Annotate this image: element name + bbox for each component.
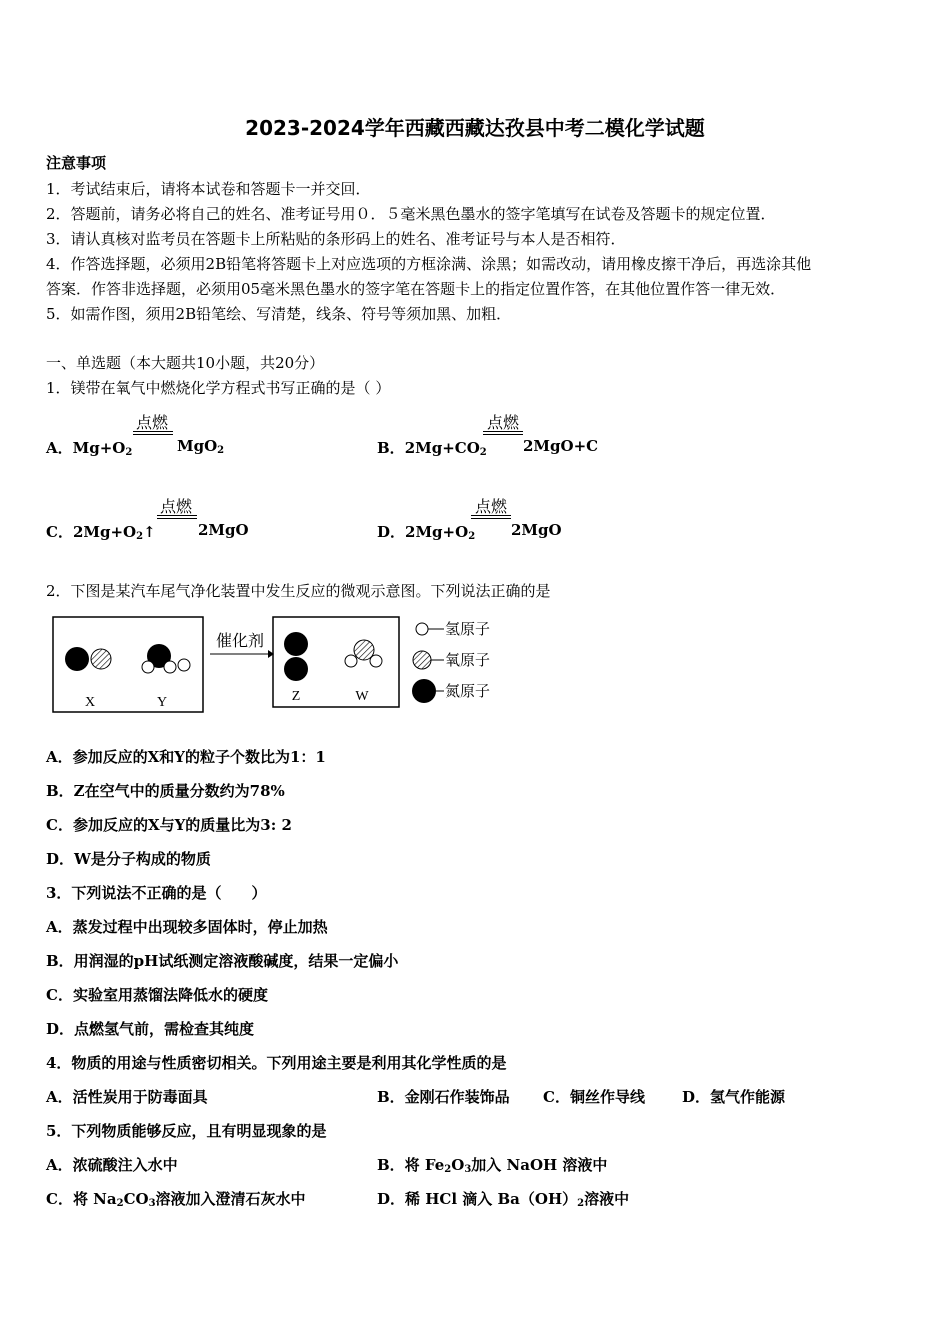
q2-option-b: B．Z在空气中的质量分数约为78% — [46, 782, 285, 800]
question-3-stem: 3．下列说法不正确的是（ ） — [46, 884, 267, 902]
notice-item: 4．作答选择题，必须用2B铅笔将答题卡上对应选项的方框涂满、涂黑；如需改动，请用橡皮擦干净后，再选涂其他 — [46, 255, 812, 273]
q5-option-d: D．稀 HCl 滴入 $Ba(OH)_2$溶液中 — [377, 1190, 630, 1209]
hydrogen-atom — [370, 655, 382, 667]
q3-option-b: B．用润湿的pH试纸测定溶液酸碱度，结果一定偏小 — [46, 952, 399, 970]
equals-line — [483, 434, 523, 435]
equals-line — [133, 431, 173, 432]
label-w: W — [355, 689, 369, 704]
label-y: Y — [156, 695, 168, 710]
q1-option-a: A．$Mg+O_2$ — [46, 439, 133, 458]
q2-option-d: D．W是分子构成的物质 — [46, 850, 211, 868]
legend-oxygen: 氧原子 — [445, 651, 491, 669]
reaction-condition: 点燃 — [159, 497, 192, 516]
nitrogen-atom — [284, 632, 308, 656]
oxygen-atom — [91, 649, 111, 669]
reaction-condition: 点燃 — [474, 497, 507, 516]
q4-option-a: A．活性炭用于防毒面具 — [46, 1088, 208, 1106]
notice-item: 答案．作答非选择题，必须用05毫米黑色墨水的签字笔在答题卡上的指定位置作答，在其他位置作答一律无效． — [46, 280, 786, 298]
q1-option-b: B．$2Mg+CO_2$ — [377, 439, 487, 458]
nitrogen-atom — [284, 657, 308, 681]
q4-option-c: C．铜丝作导线 — [543, 1088, 645, 1106]
q4-option-b: B．金刚石作装饰品 — [377, 1088, 510, 1106]
q1-option-c-product: 2MgO — [198, 521, 249, 539]
reaction-condition: 点燃 — [486, 413, 519, 432]
notice-heading: 注意事项 — [46, 154, 107, 172]
q3-option-a: A．蒸发过程中出现较多固体时，停止加热 — [46, 918, 328, 936]
nitrogen-atom — [65, 647, 89, 671]
question-1-stem: 1．镁带在氧气中燃烧化学方程式书写正确的是（ ） — [46, 379, 391, 397]
q1-option-d-product: 2MgO — [511, 521, 562, 539]
equals-line — [157, 518, 197, 519]
q1-option-b-product: 2MgO+C — [523, 437, 599, 455]
hydrogen-atom — [142, 661, 154, 673]
reaction-micro-diagram — [52, 614, 512, 714]
equals-line — [157, 515, 197, 516]
q3-option-d: D．点燃氢气前，需检查其纯度 — [46, 1020, 255, 1038]
notice-item: 3．请认真核对监考员在答题卡上所粘贴的条形码上的姓名、准考证号与本人是否相符． — [46, 230, 626, 248]
q1-option-c: C．$2Mg+O_2↑$ — [46, 523, 156, 542]
catalyst-label: 催化剂 — [215, 631, 265, 650]
legend-hydrogen-icon — [416, 623, 428, 635]
q1-option-d: D．$2Mg+O_2$ — [377, 523, 476, 542]
equals-line — [483, 431, 523, 432]
hydrogen-atom — [345, 655, 357, 667]
q2-option-c: C．参加反应的X与Y的质量比为3: 2 — [46, 816, 292, 834]
q5-option-a: A．浓硫酸注入水中 — [46, 1156, 178, 1174]
q3-option-c: C．实验室用蒸馏法降低水的硬度 — [46, 986, 268, 1004]
question-4-stem: 4．物质的用途与性质密切相关。下列用途主要是利用其化学性质的是 — [46, 1054, 507, 1072]
legend-nitrogen: 氮原子 — [445, 682, 491, 700]
label-z: Z — [291, 689, 301, 704]
q2-option-a: A．参加反应的X和Y的粒子个数比为1：1 — [46, 748, 326, 766]
label-x: X — [84, 695, 96, 710]
notice-item: 1．考试结束后，请将本试卷和答题卡一并交回． — [46, 180, 371, 198]
hydrogen-atom — [164, 661, 176, 673]
reaction-condition: 点燃 — [135, 413, 168, 432]
q4-option-d: D．氢气作能源 — [682, 1088, 786, 1106]
question-2-stem: 2．下图是某汽车尾气净化装置中发生反应的微观示意图。下列说法正确的是 — [46, 582, 551, 600]
hydrogen-atom — [178, 659, 190, 671]
equals-line — [471, 515, 511, 516]
equals-line — [471, 518, 511, 519]
notice-item: 5．如需作图，须用2B铅笔绘、写清楚，线条、符号等须加黑、加粗． — [46, 305, 512, 323]
equals-line — [133, 434, 173, 435]
q1-option-a-product: MgO$_2$ — [177, 437, 225, 456]
page-title: 2023-2024学年西藏西藏达孜县中考二模化学试题 — [245, 116, 705, 140]
q5-option-b: B．将 $Fe_2O_3$加入 NaOH 溶液中 — [377, 1156, 608, 1175]
legend-hydrogen: 氢原子 — [445, 620, 491, 638]
notice-item: 2．答题前，请务必将自己的姓名、准考证号用０．５毫米黑色墨水的签字笔填写在试卷及答题卡的规定位置． — [46, 205, 776, 223]
legend-nitrogen-icon — [412, 679, 436, 703]
section-heading: 一、单选题（本大题共10小题，共20分） — [46, 354, 325, 372]
question-5-stem: 5．下列物质能够反应，且有明显现象的是 — [46, 1122, 327, 1140]
q5-option-c: C．将 $Na_2CO_3$溶液加入澄清石灰水中 — [46, 1190, 306, 1209]
legend-oxygen-icon — [413, 651, 431, 669]
